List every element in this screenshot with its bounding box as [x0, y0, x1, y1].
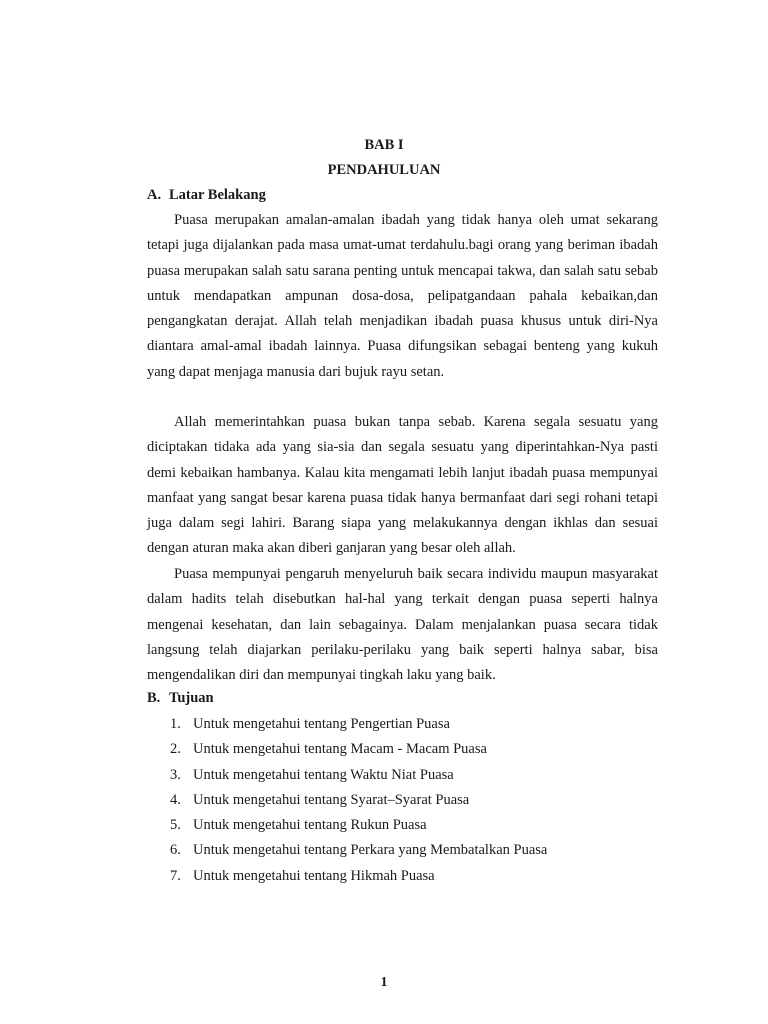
- list-item: [170, 864, 547, 889]
- list-item-text: Untuk mengetahui tentang Syarat–Syarat Puasa: [193, 791, 470, 808]
- section-a-heading: [147, 187, 266, 204]
- section-b-letter: B.: [147, 690, 161, 706]
- list-item-number: 4.: [170, 791, 181, 808]
- section-b-heading: [147, 690, 214, 707]
- objectives-list: [170, 712, 547, 889]
- list-item: [170, 737, 547, 762]
- page-number: 1: [380, 975, 388, 990]
- list-item-number: 3.: [170, 766, 181, 783]
- list-item-number: 5.: [170, 817, 181, 834]
- list-item: [170, 788, 547, 813]
- list-item-text: Untuk mengetahui tentang Macam - Macam Puasa: [193, 741, 487, 758]
- list-item-number: 7.: [170, 867, 181, 884]
- list-item: [170, 838, 547, 863]
- paragraph: Allah memerintahkan puasa bukan tanpa sebab. Karena segala sesuatu yang diciptakan tidaka ada yang sia-sia dan segala sesuatu yang diperintahkan-Nya pasti demi kebaikan hambanya. Kalau kita mengamati lebih lanjut ibadah puasa mempunyai manfaat yang sangat besar karena puasa tidak hanya bermanfaat dari segi rohani tetapi juga dalam segi lahiri. Barang siapa yang melakukannya dengan ikhlas dan sesuai dengan aturan maka akan diberi ganjaran yang besar oleh allah.: [147, 414, 658, 557]
- paragraph: Puasa merupakan amalan-amalan ibadah yang tidak hanya oleh umat sekarang tetapi juga dijalankan pada masa umat-umat terdahulu.bagi orang yang beriman ibadah puasa merupakan salah satu sarana penting untuk mencapai takwa, dan salah satu sebab untuk mendapatkan ampunan dosa-dosa, pelipatgandaan pahala kebaikan,dan pengangkatan derajat. Allah telah menjadikan ibadah puasa khusus untuk diri-Nya diantara amal-amal ibadah lainnya. Puasa difungsikan sebagai benteng yang kukuh yang dapat menjaga manusia dari bujuk rayu setan.: [147, 212, 658, 380]
- list-item-number: 6.: [170, 842, 181, 859]
- list-item-text: Untuk mengetahui tentang Hikmah Puasa: [193, 867, 435, 884]
- list-item-text: Untuk mengetahui tentang Pengertian Puasa: [193, 716, 450, 732]
- list-item-text: Untuk mengetahui tentang Perkara yang Membatalkan Puasa: [193, 842, 548, 859]
- section-b-title: Tujuan: [169, 690, 214, 706]
- list-item: [170, 712, 547, 737]
- section-a-title: Latar Belakang: [169, 187, 266, 203]
- paragraph: Puasa mempunyai pengaruh menyeluruh baik secara individu maupun masyarakat dalam hadits telah disebutkan hal-hal yang terkait dengan puasa seperti halnya mengenai kesehatan, dan lain sebagainya. Dalam menjalankan puasa secara tidak langsung telah diajarkan perilaku-perilaku yang baik seperti halnya sabar, bisa mengendalikan diri dan mempunyai tingkah laku yang baik.: [147, 566, 658, 684]
- list-item-text: Untuk mengetahui tentang Rukun Puasa: [193, 817, 427, 834]
- chapter-title: PENDAHULUAN: [327, 162, 441, 178]
- section-a-letter: A.: [147, 187, 162, 203]
- chapter-number: BAB I: [364, 137, 404, 153]
- list-item-number: 1.: [170, 716, 181, 732]
- list-item-number: 2.: [170, 741, 181, 758]
- list-item: [170, 763, 547, 788]
- list-item-text: Untuk mengetahui tentang Waktu Niat Puasa: [193, 766, 454, 783]
- list-item: [170, 813, 547, 838]
